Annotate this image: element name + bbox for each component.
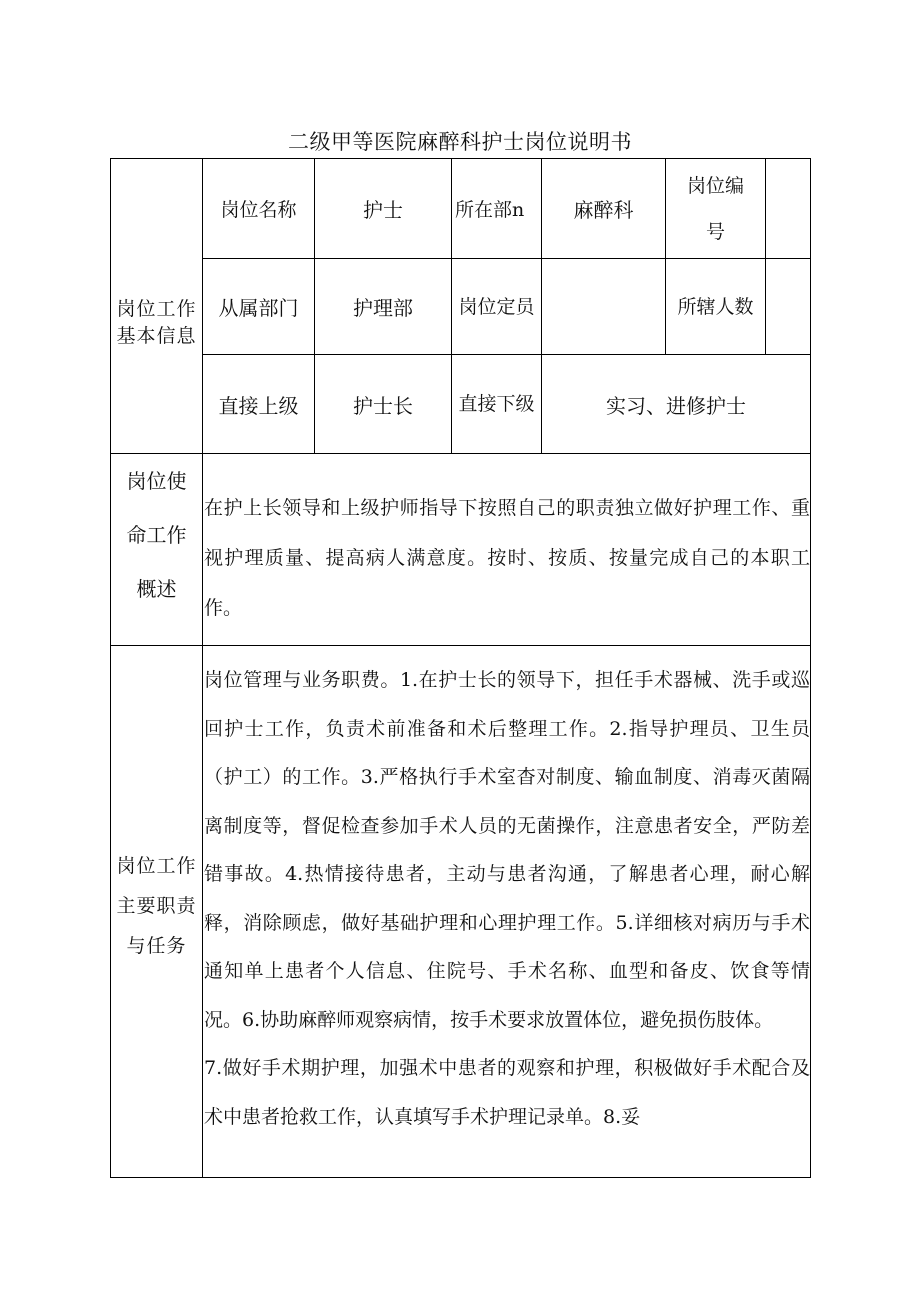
field-value-direct-superior: 护士长 [353, 393, 413, 418]
section-divider [110, 453, 811, 454]
field-label-subordinate-count: 所辖人数 [677, 295, 754, 318]
field-label-direct-superior: 直接上级 [218, 393, 299, 418]
duties-paragraph: 7.做好手术期护理，加强术中患者的观察和护理，积极做好手术配合及术中患者抢救工作，认真填写手术护理记录单。8.妥 [204, 1057, 810, 1128]
field-label-direct-subordinate: 直接下级 [458, 393, 535, 415]
field-value-position-code [766, 159, 810, 258]
field-value-parent-department: 护理部 [353, 296, 413, 320]
section-label-duties: 岗位工作主要职责与任务 [116, 855, 197, 957]
table-border-right [810, 158, 811, 1178]
field-value-direct-subordinate: 实习、进修护士 [606, 393, 746, 418]
duties-paragraph: 岗位管理与业务职费。1.在护士长的领导下，担任手术器械、洗手或巡回护士工作，负责术前准备和术后整理工作。2.指导护理员、卫生员（护工）的工作。3.严格执行手术室杳对制度、输血制度、消毒灭菌隔离制度等，督促检查参加手术人员的无菌操作，注意患者安全，严防差错事故。4.热情接待患者，主动与患者沟通，了解患者心理，耐心解释，消除顾虑，做好基础护理和心理护理工作。5.详细核对病历与手术通知单上患者个人信息、住院号、手术名称、血型和备皮、饮食等情况。6.协助麻醉师观察病情，按手术要求放置体位，避免损伤肢体。 [204, 669, 810, 1031]
field-label-position-name: 岗位名称 [220, 199, 297, 221]
section-label-mission: 岗位使命工作概述 [126, 469, 187, 601]
duties-text [204, 656, 810, 1141]
mission-text: 在护上长领导和上级护师指导下按照自己的职责独立做好护理工作、重视护理质量、提高病人满意度。按时、按质、按量完成自己的本职工作。 [204, 497, 810, 619]
field-value-subordinate-count [766, 259, 810, 354]
field-label-department: 所在部n [455, 199, 525, 221]
table-border-bottom [110, 1177, 811, 1178]
section-label-basic-info: 岗位工作基本信息 [116, 298, 197, 347]
section-divider [110, 645, 811, 646]
page-title: 二级甲等医院麻醉科护士岗位说明书 [288, 130, 632, 154]
field-value-headcount [542, 259, 665, 354]
field-value-department: 麻醉科 [573, 198, 634, 222]
field-label-position-code: 岗位编号 [686, 174, 744, 243]
field-label-parent-department: 从属部门 [218, 296, 299, 320]
field-value-position-name: 护士 [363, 198, 403, 222]
field-label-headcount: 岗位定员 [458, 295, 535, 318]
